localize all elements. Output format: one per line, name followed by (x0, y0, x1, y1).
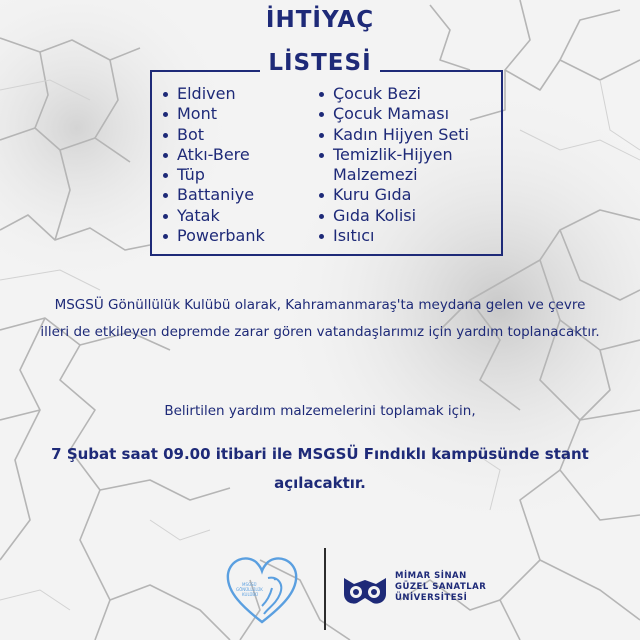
svg-text:GÖNÜLLÜLÜK: GÖNÜLLÜLÜK (236, 587, 263, 592)
list-item: Kuru Gıda (318, 185, 503, 205)
title-line-2-text: LİSTESİ (260, 50, 379, 76)
collection-intro: Belirtilen yardım malzemelerini toplamak için, (164, 403, 476, 419)
university-line-1: MİMAR SİNAN (395, 571, 467, 581)
needs-list-left (162, 84, 312, 246)
announcement-paragraph: MSGSÜ Gönüllülük Kulübü olarak, Kahramanmaraş'ta meydana gelen ve çevre illeri de etkileyen depremde zarar gören vatandaşlarımız için yardım toplanacaktır. (40, 297, 600, 340)
title-line-2 (0, 50, 640, 76)
needs-list-right (318, 84, 503, 246)
list-item: Isıtıcı (318, 226, 503, 246)
svg-text:MSGSÜ: MSGSÜ (242, 582, 257, 587)
list-item: Çocuk Bezi (318, 84, 503, 104)
list-item: Temizlik-Hijyen Malzemezi (318, 145, 503, 186)
svg-text:KULÜBÜ: KULÜBÜ (242, 592, 259, 597)
stand-info: 7 Şubat saat 09.00 itibari ile MSGSÜ Fındıklı kampüsünde stant açılacaktır. (51, 445, 589, 492)
university-name (395, 571, 486, 604)
list-item: Yatak (162, 206, 312, 226)
footer-logos (0, 540, 640, 640)
list-item: Çocuk Maması (318, 104, 503, 124)
list-item: Atkı-Bere (162, 145, 312, 165)
list-item: Battaniye (162, 185, 312, 205)
list-item: Kadın Hijyen Seti (318, 125, 503, 145)
list-item: Gıda Kolisi (318, 206, 503, 226)
list-item: Powerbank (162, 226, 312, 246)
list-item: Mont (162, 104, 312, 124)
list-item: Bot (162, 125, 312, 145)
volunteer-club-heart-logo (222, 548, 302, 628)
title-line-1: İHTİYAÇ (265, 7, 375, 33)
list-item: Eldiven (162, 84, 312, 104)
list-item: Tüp (162, 165, 312, 185)
university-line-2: GÜZEL SANATLAR (395, 582, 487, 592)
logo-divider (324, 548, 326, 630)
owl-logo-icon (340, 576, 390, 606)
university-line-3: ÜNİVERSİTESİ (395, 593, 468, 603)
